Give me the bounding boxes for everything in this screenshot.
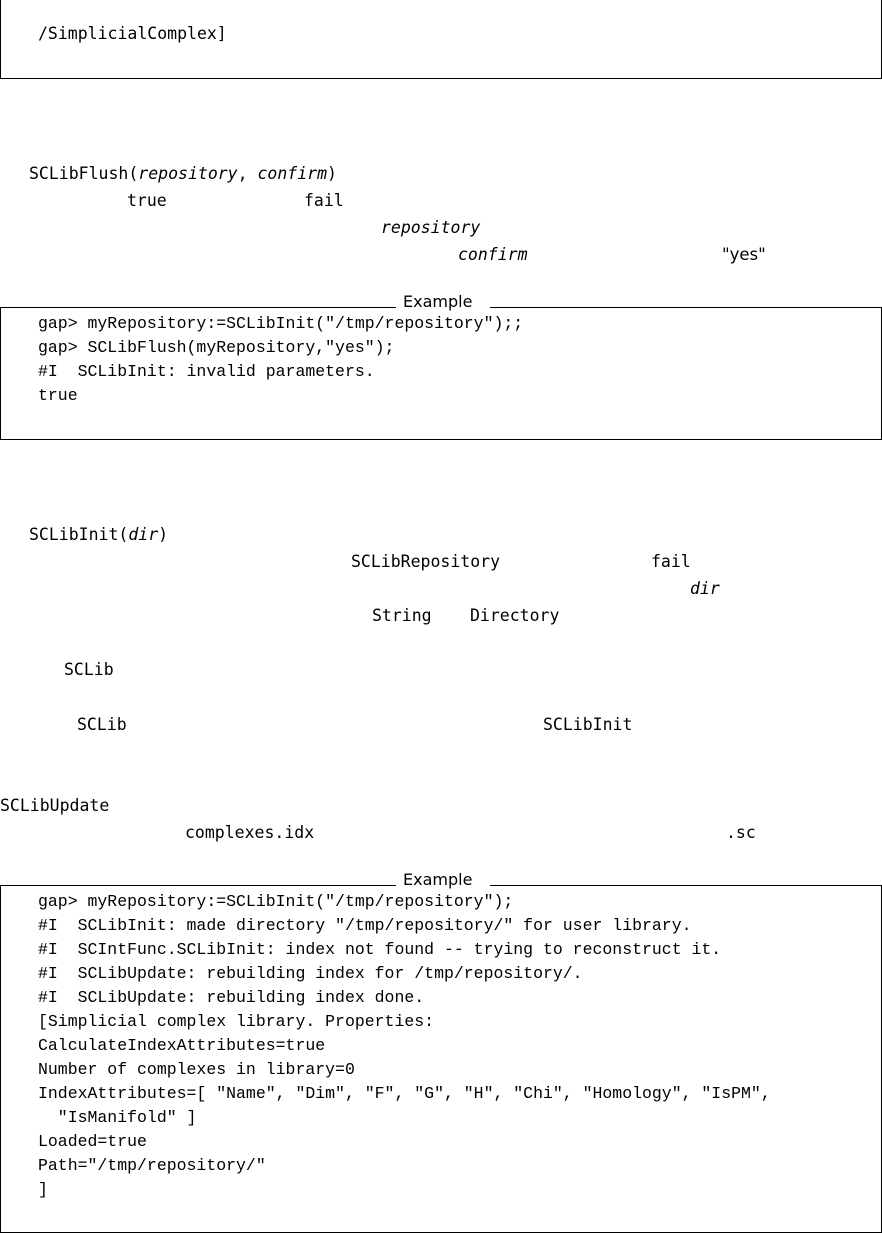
flush-signature-close: ) (327, 164, 337, 183)
init-signature-name: SCLibInit( (29, 525, 129, 544)
example2-label: Example (403, 870, 473, 889)
init-repository-word: SCLibRepository (351, 552, 501, 571)
init-arg-dir: dir (128, 525, 159, 544)
top-code-line: /SimplicialComplex] (38, 24, 227, 43)
example1-line: true (38, 386, 78, 405)
example2-line: Number of complexes in library=0 (38, 1060, 355, 1079)
example2-line: [Simplicial complex library. Properties: (38, 1012, 435, 1031)
example2-line: ] (38, 1180, 48, 1199)
example2-box (0, 885, 882, 1233)
init-sclibinit-word: SCLibInit (543, 715, 633, 734)
flush-signature (29, 164, 337, 184)
init-sc-ext-word: .sc (726, 823, 756, 842)
example2-line: Path="/tmp/repository/" (38, 1156, 266, 1175)
example2-line: gap> myRepository:=SCLibInit("/tmp/repository"); (38, 892, 514, 911)
example2-line: #I SCIntFunc.SCLibInit: index not found -- trying to reconstruct it. (38, 940, 722, 959)
init-dir-word: dir (690, 579, 720, 598)
init-fail-word: fail (651, 552, 691, 571)
flush-arg-confirm: confirm (257, 164, 328, 183)
flush-signature-name: SCLibFlush( (29, 164, 139, 183)
example2-line: #I SCLibInit: made directory "/tmp/repository/" for user library. (38, 916, 692, 935)
flush-arg-sep: , (237, 164, 258, 183)
init-directory-word: Directory (470, 606, 560, 625)
example2-line: IndexAttributes=[ "Name", "Dim", "F", "G", "H", "Chi", "Homology", "IsPM", (38, 1084, 771, 1103)
example2-line: "IsManifold" ] (38, 1108, 197, 1127)
init-signature (29, 525, 168, 545)
init-sclib-word-2: SCLib (77, 715, 127, 734)
example2-line: Loaded=true (38, 1132, 147, 1151)
example1-line: gap> SCLibFlush(myRepository,"yes"); (38, 338, 395, 357)
flush-repository-word: repository (381, 218, 481, 237)
flush-confirm-word: confirm (458, 245, 528, 264)
flush-yes-word: "yes" (722, 245, 766, 264)
example1-line: gap> myRepository:=SCLibInit("/tmp/repository");; (38, 314, 524, 333)
init-index-file-word: complexes.idx (185, 823, 315, 842)
example2-line: #I SCLibUpdate: rebuilding index for /tmp/repository/. (38, 964, 583, 983)
init-sclibupdate-word: SCLibUpdate (0, 796, 110, 815)
flush-true-word: true (127, 191, 167, 210)
flush-fail-word: fail (304, 191, 344, 210)
example1-label: Example (403, 292, 473, 311)
example2-line: #I SCLibUpdate: rebuilding index done. (38, 988, 425, 1007)
example2-line: CalculateIndexAttributes=true (38, 1036, 326, 1055)
example1-line: #I SCLibInit: invalid parameters. (38, 362, 375, 381)
init-sclib-word-1: SCLib (64, 660, 114, 679)
init-signature-close: ) (158, 525, 169, 544)
flush-arg-repository: repository (138, 164, 238, 183)
init-string-word: String (372, 606, 432, 625)
